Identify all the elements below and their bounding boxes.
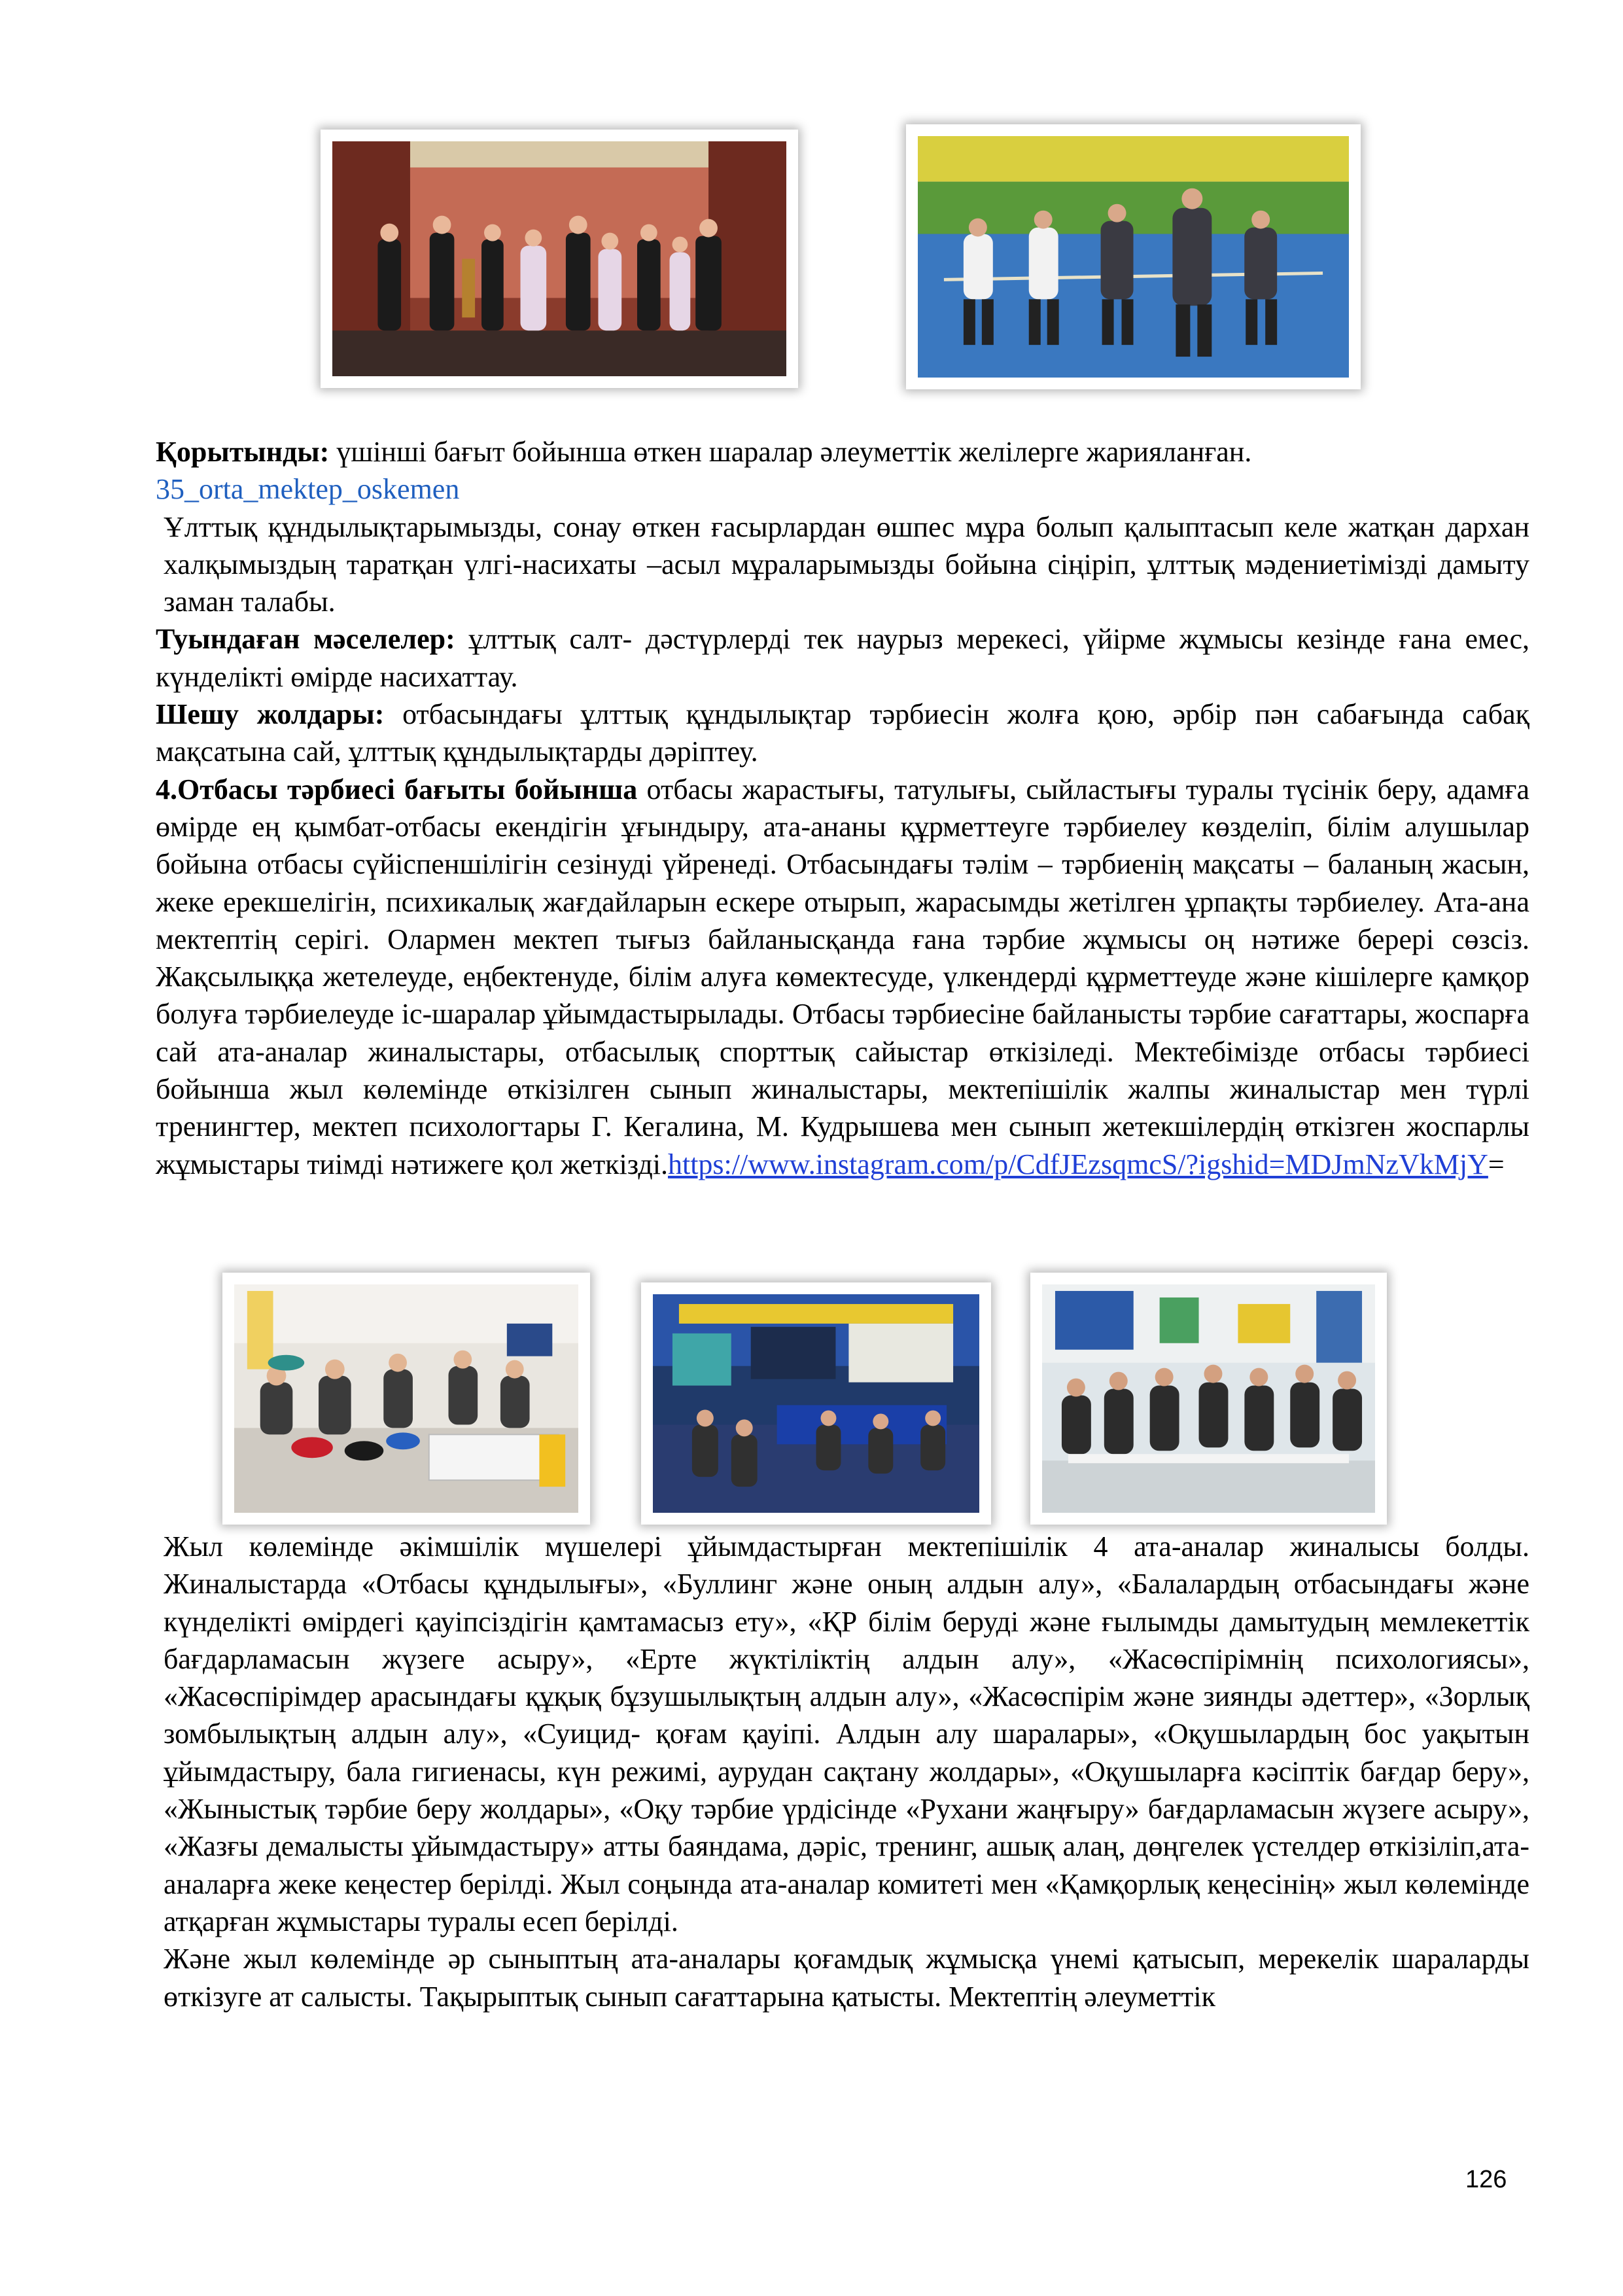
- link-tail: =: [1488, 1148, 1505, 1180]
- instagram-post-link[interactable]: https://www.instagram.com/p/CdfJEzsqmcS/?igshid=MDJmNzVkMjY: [667, 1148, 1488, 1180]
- photo-training-hats: [222, 1273, 590, 1525]
- parents-meetings-paragraph: Жыл көлемінде әкімшілік мүшелері ұйымдастырған мектепішілік 4 ата-аналар жиналысы болды. Жиналыстарда «Отбасы құндылығы», «Буллинг және оның алдын алу», «Балалардың отбасындағы және күнделікті өмірдегі қауіпсіздігін қамтамасыз ету», «ҚР білім беруді және ғылымды дамытудың мемлекеттік бағдарламасын жүзеге асыру», «Ерте жүктіліктің алдын алу», «Жасөспірімнің психологиясы», «Жасөспірімдер арасындағы құқық бұзушылықтың алдын алу», «Жасөспірім және зиянды әдеттер», «Зорлық зомбылықтың алдын алу», «Суицид- қоғам қауіпі. Алдын алу шаралары», «Оқушылардың бос уақытын ұйымдастыру, бала гигиенасы, күн режимі, аурудан сақтану жолдары», «Оқушыларға кәсіптік бағдар беру», «Жыныстық тәрбие беру жолдары», «Оқу тәрбие үрдісінде «Рухани жаңғыру» бағдарламасын жүзеге асыру», «Жазғы демалысты ұйымдастыру» атты баяндама, дәріс, тренинг, ашық алаң, дөңгелек үстелдер өткізіліп,ата-аналарға жеке кеңестер берілді. Жыл соңында ата-аналар комитеті мен «Қамқорлық кеңесінің» жыл көлемінде атқарған жұмыстары туралы есеп берілді.: [164, 1530, 1529, 1937]
- national-values-paragraph: Ұлттық құндылықтарымызды, сонау өткен ғасырлардан өшпес мұра болып қалыптасып келе жатқан дархан халқымыздың таратқан үлгі-насихаты –асыл мұраларымызды бойына сіңіріп, ұлттық мәдениетімізді дамыту заман талабы.: [164, 510, 1529, 618]
- photo-parent-meeting: [1030, 1273, 1387, 1525]
- conclusion-label: Қорытынды:: [156, 436, 330, 468]
- solutions-text: отбасындағы ұлттық құндылықтар тәрбиесін жолға қою, әрбір пән сабағында сабақ мақсатына сай, ұлттық құндылықтарды дәріптеу.: [156, 698, 1529, 768]
- problems-paragraph: [156, 620, 1529, 696]
- parents-community-paragraph: Және жыл көлемінде әр сыныптың ата-аналары қоғамдық жұмысқа үнемі қатысып, мерекелік шараларды өткізуге ат салысты. Тақырыптық сынып сағаттарына қатысты. Мектептің әлеуметтік: [164, 1943, 1529, 2013]
- stage-performance-photo-icon: [332, 141, 786, 376]
- photo-concert-stage: [321, 130, 798, 388]
- family-education-heading: 4.Отбасы тәрбиесі бағыты бойынша: [156, 773, 638, 805]
- main-text-block: [156, 433, 1529, 1183]
- family-education-text: отбасы жарастығы, татулығы, сыйластығы туралы түсінік беру, адамға өмірде ең қымбат-отбасы екендігін ұғындыру, ата-ананы құрметтеуге тәрбиелеу көзделіп, білім алушылар бойына отбасы сүйіспеншілігін сезінуді үйренеді. Отбасындағы тәлім – тәрбиенің мақсаты – баланың жасын, жеке ерекшелігін, психикалық жағдайларын ескере отырып, жарасымды жетілген ұрпақты тәрбиелеу. Ата-ана мектептің серігі. Олармен мектеп тығыз байланысқанда ғана тәрбие жұмысы оң нәтиже берері сөзсіз. Жақсылыққа жетелеуде, еңбектенуде, білім алуға көмектесуде, үлкендерді құрметтеуде және кішілерге қамқор болуға тәрбиелеуде іс-шаралар ұйымдастырылады. Отбасы тәрбиесіне байланысты тәрбие сағаттары, жоспарға сай ата-аналар жиналыстары, отбасылық спорттық сайыстар өткізіледі. Мектебімізде отбасы тәрбиесі бойынша жыл көлемінде өткізілген сынып жиналыстары, мектепішілік жалпы жиналыстар мен түрлі тренингтер, мектеп психологтары Г. Кегалина, М. Кудрышева мен сынып жетекшілердің өткізген жоспарлы жұмыстары тиімді нәтижеге қол жеткізді.: [156, 773, 1530, 1180]
- page-number: 126: [1465, 2166, 1507, 2193]
- family-education-paragraph: [156, 771, 1529, 1183]
- parents-meetings-text-block: [156, 1528, 1529, 2015]
- training-room-photo-icon: [234, 1284, 578, 1513]
- solutions-label: Шешу жолдары:: [156, 698, 385, 731]
- conclusion-text: үшінші бағыт бойынша өткен шаралар әлеуметтік желілерге жарияланған.: [329, 436, 1252, 468]
- classroom-meeting-photo-icon: [653, 1294, 979, 1513]
- gym-tug-of-war-photo-icon: [918, 136, 1349, 378]
- conclusion-paragraph: [156, 433, 1529, 508]
- problems-label: Туындаған мәселелер:: [156, 623, 455, 656]
- problems-text: ұлттық салт- дәстүрлерді тек наурыз мерекесі, үйірме жұмысы кезінде ғана емес, күнделікті өмірде насихаттау.: [156, 623, 1529, 693]
- photo-tug-of-war: [906, 124, 1361, 389]
- parent-meeting-photo-icon: [1042, 1284, 1375, 1513]
- instagram-account-link[interactable]: 35_orta_mektep_oskemen: [156, 473, 460, 506]
- solutions-paragraph: [156, 696, 1529, 771]
- photo-classroom-meeting: [641, 1282, 991, 1525]
